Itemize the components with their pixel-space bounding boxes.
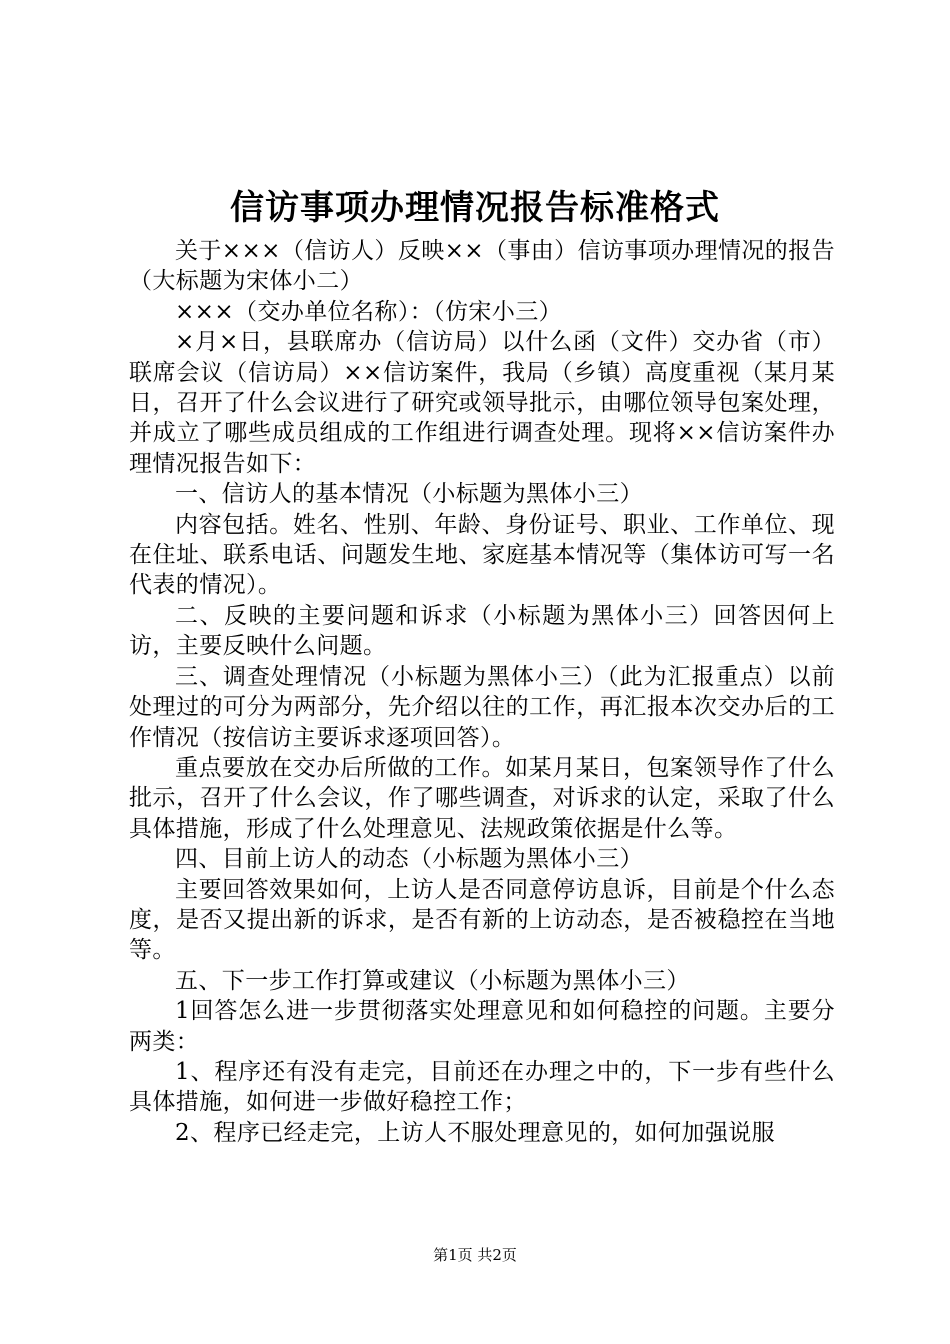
paragraph-focus: 重点要放在交办后所做的工作。如某月某日，包案领导作了什么批示，召开了什么会议，作了哪些调查，对诉求的认定，采取了什么具体措施，形成了什么处理意见、法规政策依据是什么等。 [129,754,835,842]
paragraph-intro: ×月×日，县联席办（信访局）以什么函（文件）交办省（市）联席会议（信访局）××信访案件，我局（乡镇）高度重视（某月某日，召开了什么会议进行了研究或领导批示，由哪位领导包案处理，并成立了哪些成员组成的工作组进行调查处理。现将××信访案件办理情况报告如下： [129,329,835,477]
section-heading-3: 三、调查处理情况（小标题为黑体小三）（此为汇报重点）以前处理过的可分为两部分，先介绍以往的工作，再汇报本次交办后的工作情况（按信访主要诉求逐项回答）。 [129,663,835,751]
paragraph-basic-info: 内容包括。姓名、性别、年龄、身份证号、职业、工作单位、现在住址、联系电话、问题发生地、家庭基本情况等（集体访可写一名代表的情况）。 [129,511,835,599]
paragraph-report-heading: 关于×××（信访人）反映××（事由）信访事项办理情况的报告（大标题为宋体小二） [129,238,835,295]
document-body [129,236,835,1148]
document-title: 信访事项办理情况报告标准格式 [230,188,720,228]
paragraph-dynamics: 主要回答效果如何，上访人是否同意停访息诉，目前是个什么态度，是否又提出新的诉求，是否有新的上访动态，是否被稳控在当地等。 [129,876,835,964]
section-heading-5: 五、下一步工作打算或建议（小标题为黑体小三） [175,967,690,994]
section-heading-4: 四、目前上访人的动态（小标题为黑体小三） [175,846,643,873]
section-heading-2: 二、反映的主要问题和诉求（小标题为黑体小三）回答因何上访，主要反映什么问题。 [129,602,835,660]
list-item-2: 2、程序已经走完，上访人不服处理意见的，如何加强说服 [175,1119,776,1146]
list-item-1: 1、程序还有没有走完，目前还在办理之中的，下一步有些什么具体措施，如何进一步做好稳控工作； [129,1058,835,1116]
section-heading-1: 一、信访人的基本情况（小标题为黑体小三） [175,481,643,508]
paragraph-next-steps: 1回答怎么进一步贯彻落实处理意见和如何稳控的问题。主要分两类： [129,998,835,1055]
page-indicator: 第1页 共2页 [433,1246,517,1264]
paragraph-addressee: ×××（交办单位名称）：（仿宋小三） [175,298,563,325]
